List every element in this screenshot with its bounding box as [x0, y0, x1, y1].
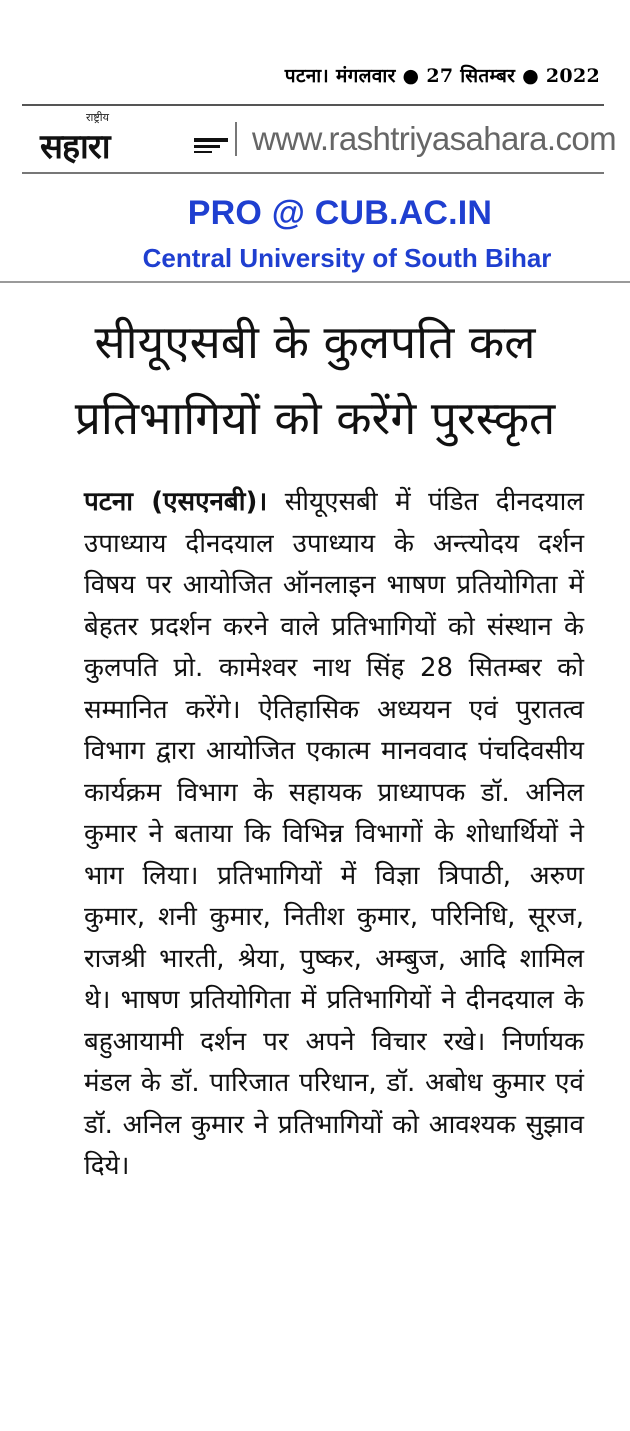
masthead-bottom-rule — [22, 172, 604, 174]
article-headline: सीयूएसबी के कुलपति कल प्रतिभागियों को करेंगे पुरस्कृत — [74, 315, 556, 445]
website-url: www.rashtriyasahara.com — [252, 120, 616, 157]
article-lead: पटना (एसएनबी)। — [84, 487, 268, 517]
masthead — [22, 108, 616, 170]
masthead-divider — [235, 122, 237, 156]
logo-lines-icon — [194, 136, 234, 156]
pro-email-overlay: PRO @ CUB.AC.IN — [187, 194, 493, 232]
university-name-overlay: Central University of South Bihar — [142, 243, 552, 273]
article-body — [84, 482, 584, 1188]
dateline: पटना। मंगलवार ● 27 सितम्बर ● 2022 — [284, 65, 600, 87]
logo-small-text: राष्ट्रीय — [86, 111, 110, 124]
section-rule — [0, 281, 630, 283]
article-text: सीयूएसबी में पंडित दीनदयाल उपाध्याय दीनदयाल उपाध्याय के अन्त्योदय दर्शन विषय पर आयोजित ऑनलाइन भाषण प्रतियोगिता में बेहतर प्रदर्शन करने वाले प्रतिभागियों को संस्थान के कुलपति प्रो. कामेश्वर नाथ सिंह 28 सितम्बर को सम्मानित करेंगे। ऐतिहासिक अध्ययन एवं पुरातत्व विभाग द्वारा आयोजित एकात्म मानववाद पंचदिवसीय कार्यक्रम विभाग के सहायक प्राध्यापक डॉ. अनिल कुमार ने बताया कि विभिन्न विभागों के शोधार्थियों ने भाग लिया। प्रतिभागियों में विज्ञा त्रिपाठी, अरुण कुमार, शनी कुमार, नितीश कुमार, परिनिधि, सूरज, राजश्री भारती, श्रेया, पुष्कर, अम्बुज, आदि शामिल थे। भाषण प्रतियोगिता में प्रतिभागियों ने दीनदयाल के बहुआयामी दर्शन पर अपने विचार रखे। निर्णायक मंडल के डॉ. पारिजात परिधान, डॉ. अबोध कुमार एवं डॉ. अनिल कुमार ने प्रतिभागियों को आवश्यक सुझाव दिये। — [84, 487, 584, 1181]
logo-main-text: सहारा — [40, 127, 110, 167]
masthead-top-rule — [22, 104, 604, 106]
newspaper-logo — [36, 110, 246, 168]
